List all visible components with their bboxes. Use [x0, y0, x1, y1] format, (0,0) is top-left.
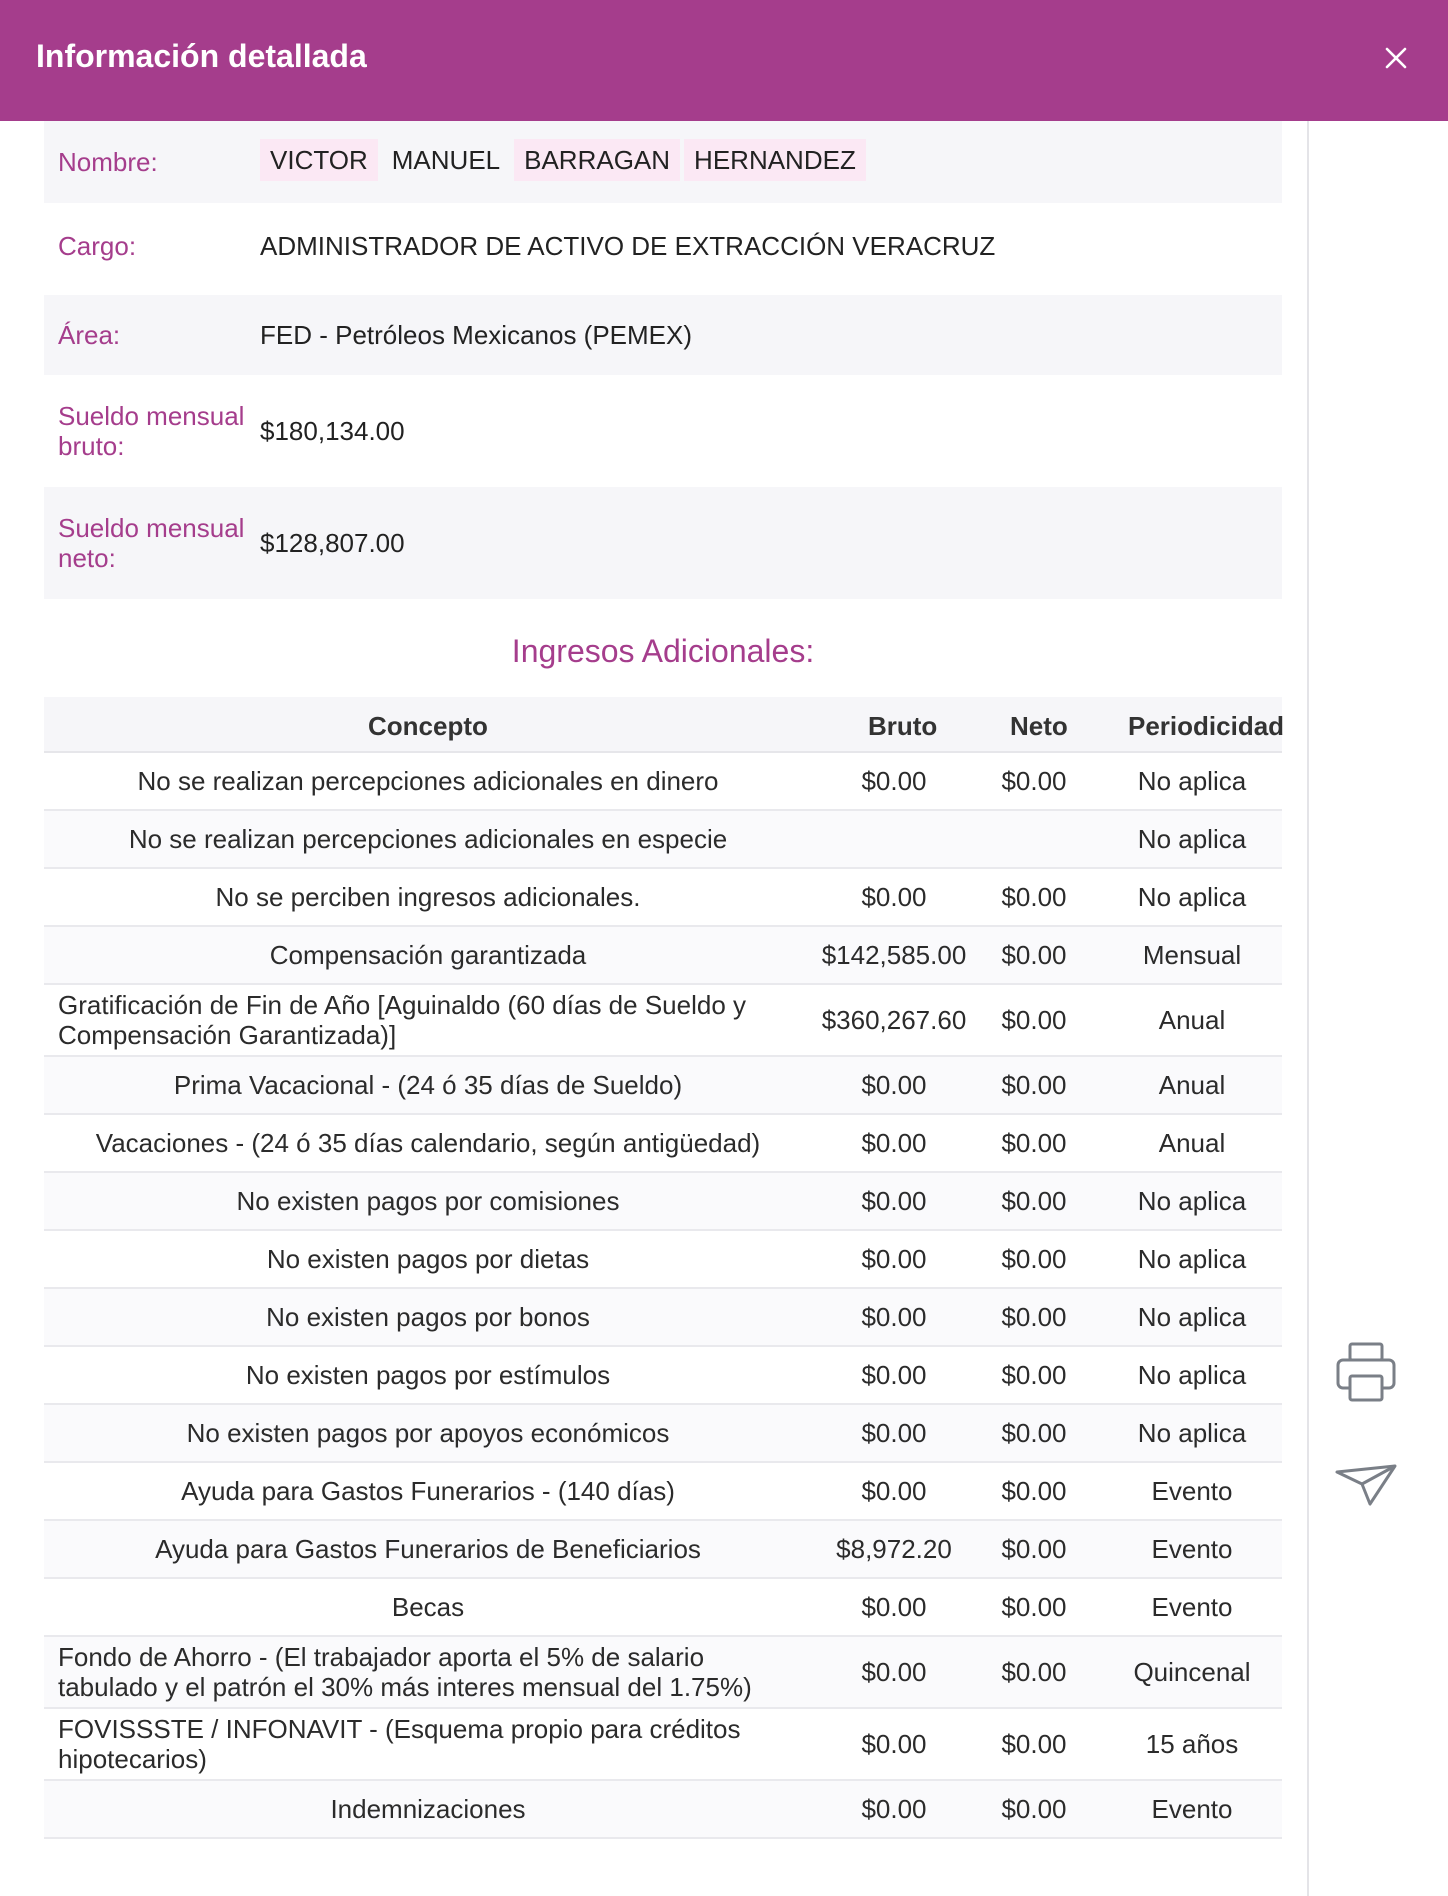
nombre-value	[260, 139, 870, 181]
cell-neto: $0.00	[1001, 1418, 1067, 1448]
cell-concepto: No existen pagos por apoyos económicos	[186, 1418, 670, 1448]
cell-concepto: FOVISSSTE / INFONAVIT - (Esquema propio para créditos hipotecarios)	[58, 1714, 741, 1774]
sueldo-neto-value: $128,807.00	[260, 528, 405, 558]
sueldo-neto-row	[44, 487, 1282, 599]
cell-periodicidad: No aplica	[1137, 1302, 1247, 1332]
cell-bruto: $0.00	[861, 1476, 927, 1506]
cell-bruto: $0.00	[861, 1186, 927, 1216]
name-part: BARRAGAN	[514, 139, 680, 181]
cell-concepto: No se realizan percepciones adicionales en dinero	[137, 766, 719, 796]
cell-periodicidad: Evento	[1151, 1794, 1233, 1824]
header-neto: Neto	[1010, 711, 1068, 741]
cell-concepto: No se perciben ingresos adicionales.	[215, 882, 641, 912]
name-part: VICTOR	[260, 139, 378, 181]
cell-periodicidad: Anual	[1158, 1005, 1226, 1035]
send-icon	[1334, 1462, 1398, 1510]
sueldo-bruto-label-line: Sueldo mensual	[58, 401, 245, 431]
ingresos-table	[44, 697, 1285, 1839]
cell-neto: $0.00	[1001, 1476, 1067, 1506]
print-button[interactable]	[1334, 1340, 1398, 1404]
modal-title: Información detallada	[36, 38, 367, 74]
table-row	[44, 1173, 1282, 1231]
cell-bruto: $0.00	[861, 882, 927, 912]
cell-bruto: $142,585.00	[821, 940, 967, 970]
printer-icon	[1334, 1340, 1398, 1404]
cell-concepto: Ayuda para Gastos Funerarios - (140 días)	[181, 1476, 675, 1506]
sueldo-bruto-label-line: bruto:	[58, 431, 125, 461]
cell-neto: $0.00	[1001, 882, 1067, 912]
sueldo-bruto-row	[44, 375, 1282, 487]
cell-periodicidad: No aplica	[1137, 766, 1247, 796]
cell-concepto: Vacaciones - (24 ó 35 días calendario, según antigüedad)	[95, 1128, 761, 1158]
area-value: FED - Petróleos Mexicanos (PEMEX)	[260, 320, 693, 350]
cell-neto: $0.00	[1001, 1186, 1067, 1216]
cell-neto: $0.00	[1001, 1794, 1067, 1824]
table-row	[44, 1709, 1282, 1781]
table-row	[44, 1057, 1282, 1115]
cell-bruto: $0.00	[861, 1418, 927, 1448]
cell-concepto: Becas	[391, 1592, 465, 1622]
cell-concepto: Prima Vacacional - (24 ó 35 días de Sueldo)	[173, 1070, 683, 1100]
table-row	[44, 1781, 1282, 1839]
name-part: HERNANDEZ	[684, 139, 866, 181]
table-row	[44, 1231, 1282, 1289]
cell-bruto: $0.00	[861, 1794, 927, 1824]
ingresos-adicionales-title: Ingresos Adicionales:	[511, 633, 815, 669]
table-row	[44, 1347, 1282, 1405]
modal-header	[0, 0, 1448, 121]
table-row	[44, 927, 1282, 985]
header-periodicidad: Periodicidad	[1128, 711, 1285, 741]
cell-periodicidad: No aplica	[1137, 1186, 1247, 1216]
cell-concepto: No se realizan percepciones adicionales en especie	[128, 824, 728, 854]
cell-periodicidad: No aplica	[1137, 824, 1247, 854]
cell-neto: $0.00	[1001, 1729, 1067, 1759]
cell-bruto: $0.00	[861, 766, 927, 796]
cell-periodicidad: Evento	[1151, 1592, 1233, 1622]
cell-bruto: $0.00	[861, 1729, 927, 1759]
cell-periodicidad: Anual	[1158, 1128, 1226, 1158]
cargo-row	[44, 203, 1282, 295]
cell-neto: $0.00	[1001, 1360, 1067, 1390]
side-panel-divider	[1307, 121, 1309, 1896]
table-row	[44, 1579, 1282, 1637]
cell-periodicidad: Quincenal	[1133, 1657, 1251, 1687]
table-row	[44, 1405, 1282, 1463]
cell-neto: $0.00	[1001, 766, 1067, 796]
cell-bruto: $0.00	[861, 1657, 927, 1687]
header-bruto: Bruto	[868, 711, 938, 741]
cell-concepto: Indemnizaciones	[330, 1794, 526, 1824]
cell-neto: $0.00	[1001, 1657, 1067, 1687]
cell-concepto: No existen pagos por dietas	[266, 1244, 590, 1274]
cell-periodicidad: Mensual	[1142, 940, 1242, 970]
cargo-label: Cargo:	[58, 231, 137, 261]
table-row	[44, 1115, 1282, 1173]
nombre-row	[44, 121, 1282, 203]
area-row	[44, 295, 1282, 375]
cell-neto	[974, 811, 1094, 867]
cell-concepto: Fondo de Ahorro - (El trabajador aporta el 5% de salario tabulado y el patrón el 30% más interes mensual del 1.75%)	[58, 1642, 752, 1702]
cell-periodicidad: Evento	[1151, 1534, 1233, 1564]
cell-concepto: Ayuda para Gastos Funerarios de Beneficiarios	[155, 1534, 701, 1564]
cell-neto: $0.00	[1001, 1128, 1067, 1158]
sueldo-neto-label	[58, 513, 244, 573]
name-part: MANUEL	[391, 145, 501, 175]
cell-bruto: $0.00	[861, 1302, 927, 1332]
sueldo-bruto-label	[58, 401, 244, 461]
area-label: Área:	[58, 320, 121, 350]
cell-neto: $0.00	[1001, 1302, 1067, 1332]
cell-concepto: No existen pagos por estímulos	[245, 1360, 611, 1390]
cell-neto: $0.00	[1001, 1534, 1067, 1564]
table-row	[44, 1289, 1282, 1347]
cell-bruto: $8,972.20	[836, 1534, 952, 1564]
send-button[interactable]	[1334, 1462, 1398, 1510]
sueldo-bruto-value: $180,134.00	[260, 416, 405, 446]
cell-concepto: No existen pagos por bonos	[266, 1302, 590, 1332]
nombre-label: Nombre:	[58, 147, 158, 177]
cell-neto: $0.00	[1001, 1005, 1067, 1035]
cell-bruto: $0.00	[861, 1360, 927, 1390]
table-row	[44, 811, 1282, 869]
cell-neto: $0.00	[1001, 940, 1067, 970]
cell-neto: $0.00	[1001, 1592, 1067, 1622]
cell-bruto	[814, 811, 974, 867]
table-header	[44, 697, 1285, 753]
cell-concepto: Compensación garantizada	[269, 940, 587, 970]
cell-bruto: $0.00	[861, 1128, 927, 1158]
close-button[interactable]	[1378, 40, 1414, 76]
table-row	[44, 753, 1282, 811]
cell-periodicidad: No aplica	[1137, 1360, 1247, 1390]
cell-concepto: Gratificación de Fin de Año [Aguinaldo (60 días de Sueldo y Compensación Garantizada)]	[58, 990, 746, 1050]
close-icon	[1378, 40, 1414, 76]
cell-periodicidad: Anual	[1158, 1070, 1226, 1100]
cell-bruto: $0.00	[861, 1070, 927, 1100]
header-concepto: Concepto	[368, 711, 488, 741]
cell-bruto: $0.00	[861, 1592, 927, 1622]
sueldo-neto-label-line: Sueldo mensual	[58, 513, 245, 543]
sueldo-neto-label-line: neto:	[58, 543, 116, 573]
cell-concepto: No existen pagos por comisiones	[236, 1186, 620, 1216]
table-row	[44, 985, 1282, 1057]
cell-neto: $0.00	[1001, 1070, 1067, 1100]
table-row	[44, 1521, 1282, 1579]
cell-neto: $0.00	[1001, 1244, 1067, 1274]
table-row	[44, 1637, 1282, 1709]
table-body	[44, 753, 1282, 1839]
cargo-value: ADMINISTRADOR DE ACTIVO DE EXTRACCIÓN VERACRUZ	[260, 231, 996, 261]
detail-content	[44, 121, 1285, 1824]
table-row	[44, 869, 1282, 927]
cell-periodicidad: Evento	[1151, 1476, 1233, 1506]
cell-periodicidad: No aplica	[1137, 1244, 1247, 1274]
cell-periodicidad: No aplica	[1137, 882, 1247, 912]
cell-bruto: $360,267.60	[821, 1005, 967, 1035]
cell-periodicidad: 15 años	[1145, 1729, 1239, 1759]
cell-bruto: $0.00	[861, 1244, 927, 1274]
table-row	[44, 1463, 1282, 1521]
cell-periodicidad: No aplica	[1137, 1418, 1247, 1448]
